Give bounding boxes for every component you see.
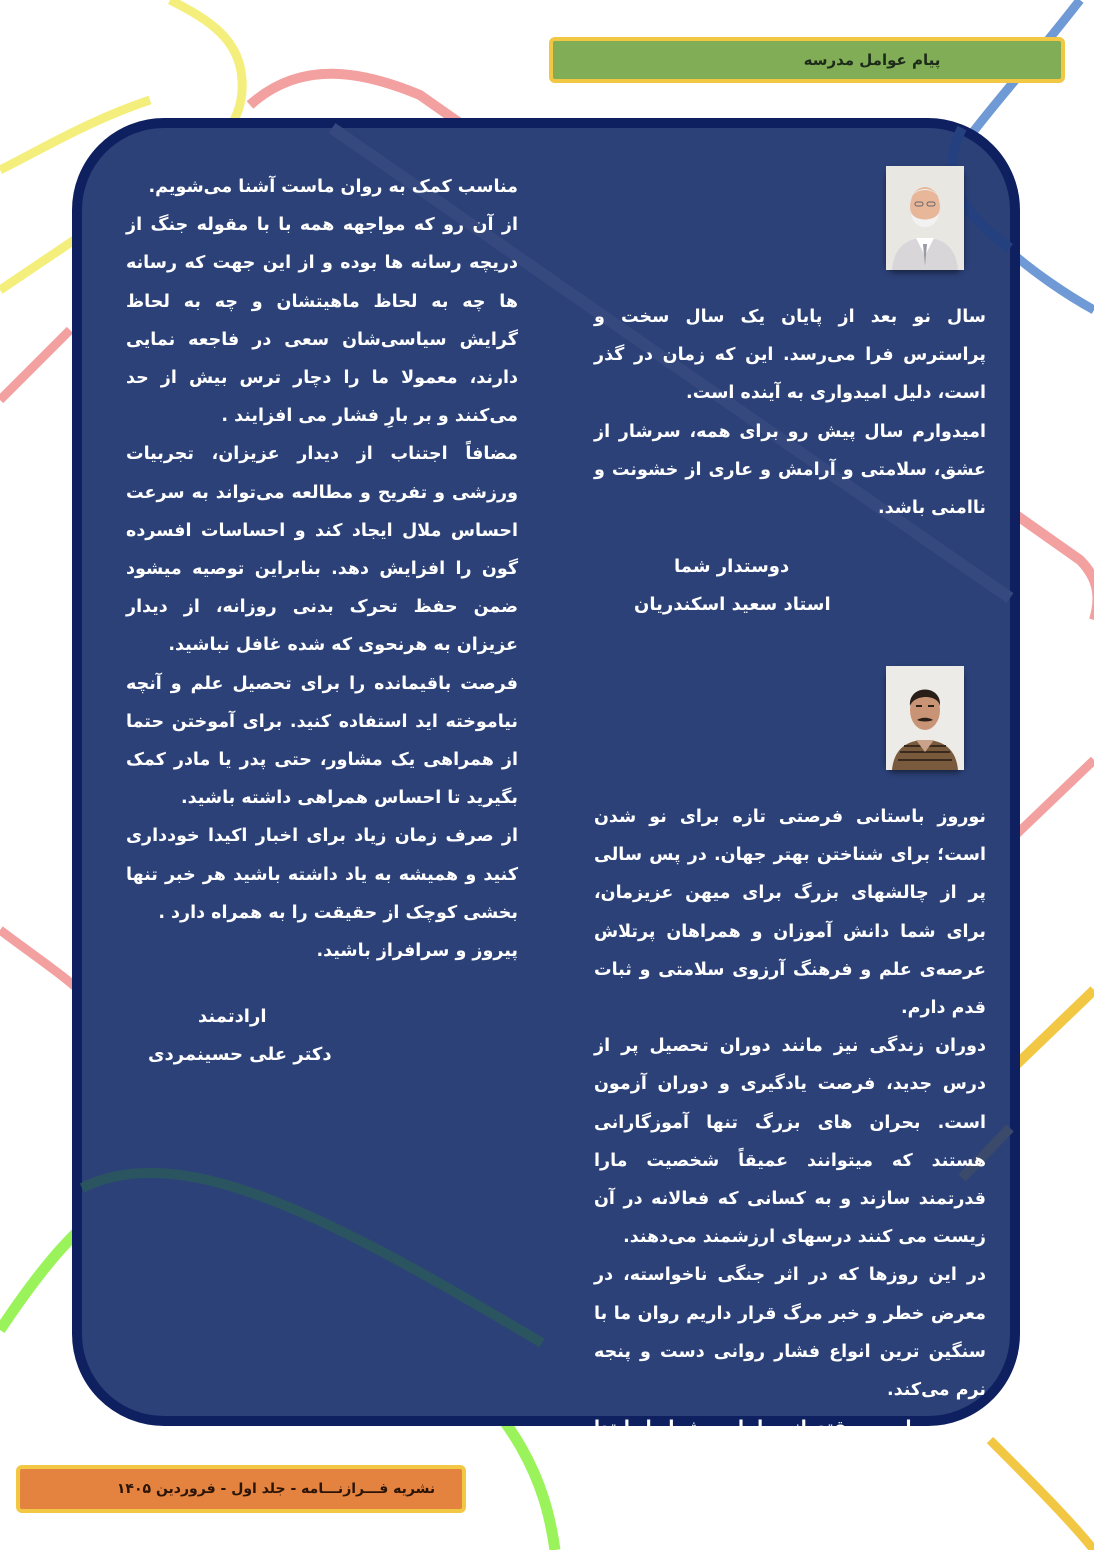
section-header bbox=[549, 37, 1065, 83]
portrait-1 bbox=[886, 166, 964, 270]
header-title: پیام عوامل مدرسه bbox=[803, 51, 941, 69]
paragraph: مناسب کمک به روان ماست آشنا می‌شویم. bbox=[148, 177, 518, 197]
paragraph: فرصت باقیمانده را برای تحصیل علم و آنچه نیاموخته اید استفاده کنید. برای آموختن حتما از همراهی یک مشاور، حتی پدر یا مادر کمک بگیرید تا احساس همراهی داشته باشید. bbox=[126, 673, 518, 809]
signature-left: دکتر علی حسینمردی bbox=[148, 1044, 332, 1065]
paragraph: نوروز باستانی فرصتی تازه برای نو شدن است؛ برای شناختن بهتر جهان. در پس سالی پر از چالشهای بزرگ برای میهن عزیزمان، برای شما دانش آموزان و همراهان پرتلاش عرصه‌ی علم و فرهنگ آرزوی سلامتی و ثبات قدم دارم. bbox=[594, 807, 986, 1019]
paragraph: سال نو بعد از پایان یک سال سخت و پراسترس فرا می‌رسد. این که زمان در گذر است، دلیل امیدواری به آینده است. bbox=[594, 307, 986, 404]
closing-right: دوستدار شما bbox=[674, 556, 790, 577]
footer-text: نشریه فـــرازنـــامه - جلد اول - فروردین ۱۴۰۵ bbox=[116, 1481, 436, 1497]
message-column-right-top bbox=[594, 298, 986, 527]
paragraph: پیروز و سرافراز باشید. bbox=[316, 941, 518, 962]
paragraph: از آن رو که مواجهه همه با با مقوله جنگ از دریچه رسانه ها بوده و از این جهت که رسانه ها چه به لحاظ ماهیتشان و چه به لحاظ گرایش سیاسی‌شان سعی در فاجعه نمایی دارند، معمولا ما را دچار ترس بیش از حد می‌کنند و بر بارِ فشار می افزایند . bbox=[126, 215, 518, 427]
portrait-2 bbox=[886, 666, 964, 770]
closing-left: ارادتمند bbox=[198, 1006, 267, 1027]
signature-right: استاد سعید اسکندریان bbox=[634, 594, 831, 615]
paragraph: مضافاً اجتناب از دیدار عزیزان، تجربیات ورزشی و تفریح و مطالعه می‌تواند به سرعت احساس ملال ایجاد کند و احساسات افسرده گون را افزایش دهد. بنابراین توصیه میشود ضمن حفظ تحرک بدنی روزانه، از دیدار عزیزان به هرنحوی که شده غافل نباشید. bbox=[126, 444, 518, 656]
footer-banner bbox=[16, 1465, 466, 1513]
paragraph: از صرف زمان زیاد برای اخبار اکیدا خودداری کنید و همیشه به یاد داشته باشید هر خبر تنها بخشی کوچک از حقیقت را به همراه دارد . bbox=[126, 826, 518, 923]
bearded-man-portrait-icon bbox=[886, 166, 964, 270]
message-column-left bbox=[126, 168, 518, 970]
mustached-man-portrait-icon bbox=[886, 666, 964, 770]
paragraph: در این روزها که در اثر جنگی ناخواسته، در معرض خطر و خبر مرگ قرار داریم روان ما با سنگین ترین انواع فشار روانی دست و پنجه نرم می‌کند. bbox=[594, 1265, 986, 1401]
paragraph: امیدوارم سال پیش رو برای همه، سرشار از عشق، سلامتی و آرامش و عاری از خشونت و ناامنی باشد. bbox=[594, 421, 986, 519]
paragraph: دوران زندگی نیز مانند دوران تحصیل پر از درس جدید، فرصت یادگیری و دوران آزمون است. بحران های بزرگ تنها آموزگارانی هستند که میتوانند عمیقاً شخصیت مارا قدرتمند سازند و به کسانی که فعالانه در آن زیست می کنند درسهای ارزشمند می‌دهند. bbox=[594, 1036, 986, 1248]
paragraph: برای مواجهه مقتدرانه با این شرایط ابتدا توضیحی از نیازهای روانی را بدانیم و سپس با رفتارهایی که bbox=[594, 1418, 986, 1515]
message-column-right-bottom bbox=[594, 798, 986, 1524]
